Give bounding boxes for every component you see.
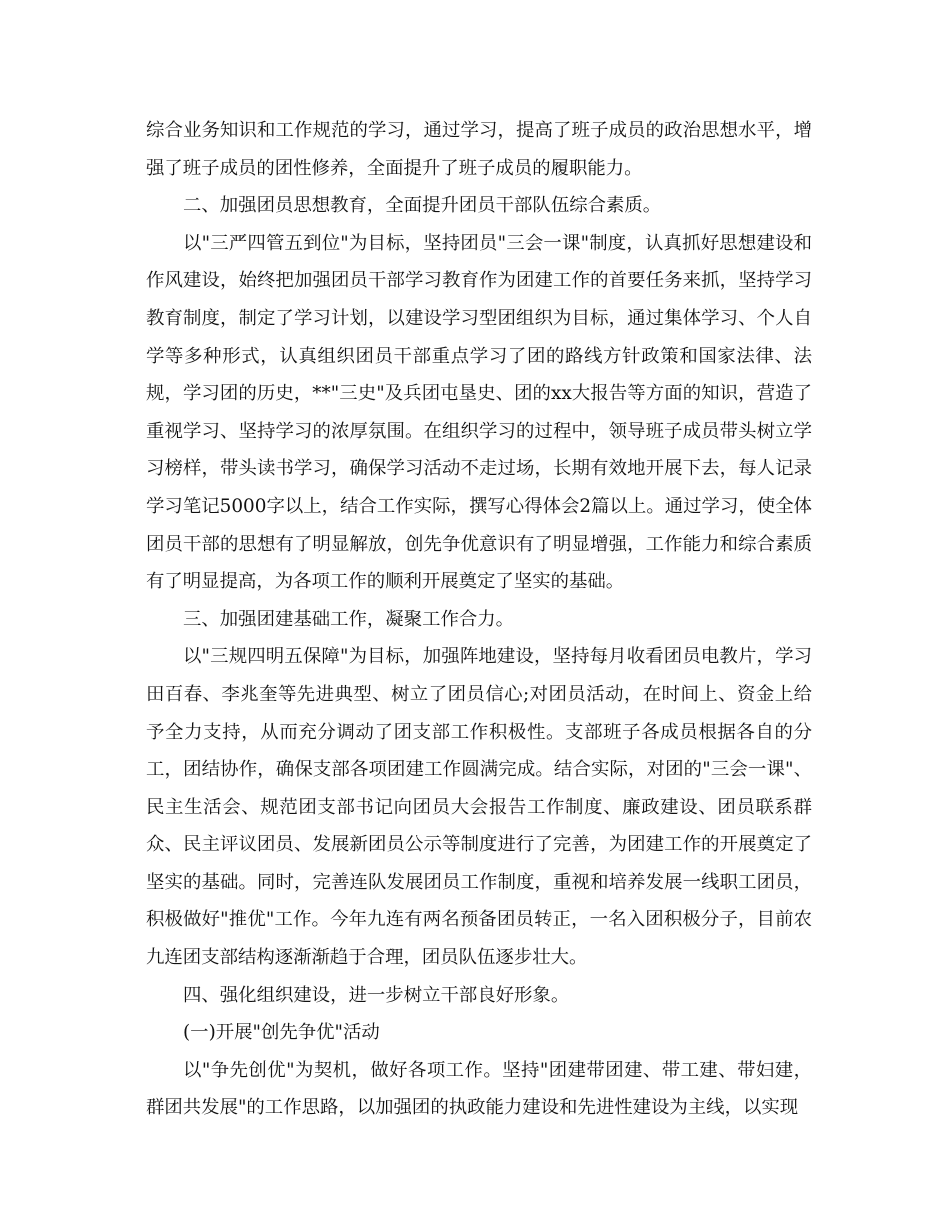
paragraph-excellence: 以"争先创优"为契机，做好各项工作。坚持"团建带团建、带工建、带妇建，群团共发展"的工作思路，以加强团的执政能力建设和先进性建设为主线，以实现 [146,1059,812,1119]
section-heading-2: 二、加强团员思想教育，全面提升团员干部队伍综合素质。 [183,195,662,217]
paragraph-foundation-work: 以"三规四明五保障"为目标，加强阵地建设，坚持每月收看团员电教片，学习田百春、李兆奎等先进典型、树立了团员信心;对团员活动，在时间上、资金上给予全力支持，从而充分调动了团支部工作积极性。支部班子各成员根据各自的分工，团结协作，确保支部各项团建工作圆满完成。结合实际，对团的"三会一课"、民主生活会、规范团支部书记向团员大会报告工作制度、廉政建设、团员联系群众、民主评议团员、发展新团员公示等制度进行了完善，为团建工作的开展奠定了坚实的基础。同时，完善连队发展团员工作制度，重视和培养发展一线职工团员，积极做好"推优"工作。今年九连有两名预备团员转正，一名入团积极分子，目前农九连团支部结构逐渐渐趋于合理，团员队伍逐步壮大。 [146,646,812,969]
section-heading-3: 三、加强团建基础工作，凝聚工作合力。 [183,608,515,630]
paragraph-study-education: 以"三严四管五到位"为目标，坚持团员"三会一课"制度，认真抓好思想建设和作风建设，始终把加强团员干部学习教育作为团建工作的首要任务来抓，坚持学习教育制度，制定了学习计划，以建设学习型团组织为目标，通过集体学习、个人自学等多种形式，认真组织团员干部重点学习了团的路线方针政策和国家法律、法规，学习团的历史，**"三史"及兵团屯垦史、团的xx大报告等方面的知识，营造了重视学习、坚持学习的浓厚氛围。在组织学习的过程中，领导班子成员带头树立学习榜样，带头读书学习，确保学习活动不走过场，长期有效地开展下去，每人记录学习笔记5000字以上，结合工作实际，撰写心得体会2篇以上。通过学习，使全体团员干部的思想有了明显解放，创先争优意识有了明显增强，工作能力和综合素质有了明显提高，为各项工作的顺利开展奠定了坚实的基础。 [146,232,812,593]
document-body [146,112,812,1127]
subsection-heading-1: (一)开展"创先争优"活动 [183,1022,380,1044]
paragraph-continuation: 综合业务知识和工作规范的学习，通过学习，提高了班子成员的政治思想水平，增强了班子成员的团性修养，全面提升了班子成员的履职能力。 [146,120,812,179]
section-heading-4: 四、强化组织建设，进一步树立干部良好形象。 [183,984,570,1006]
